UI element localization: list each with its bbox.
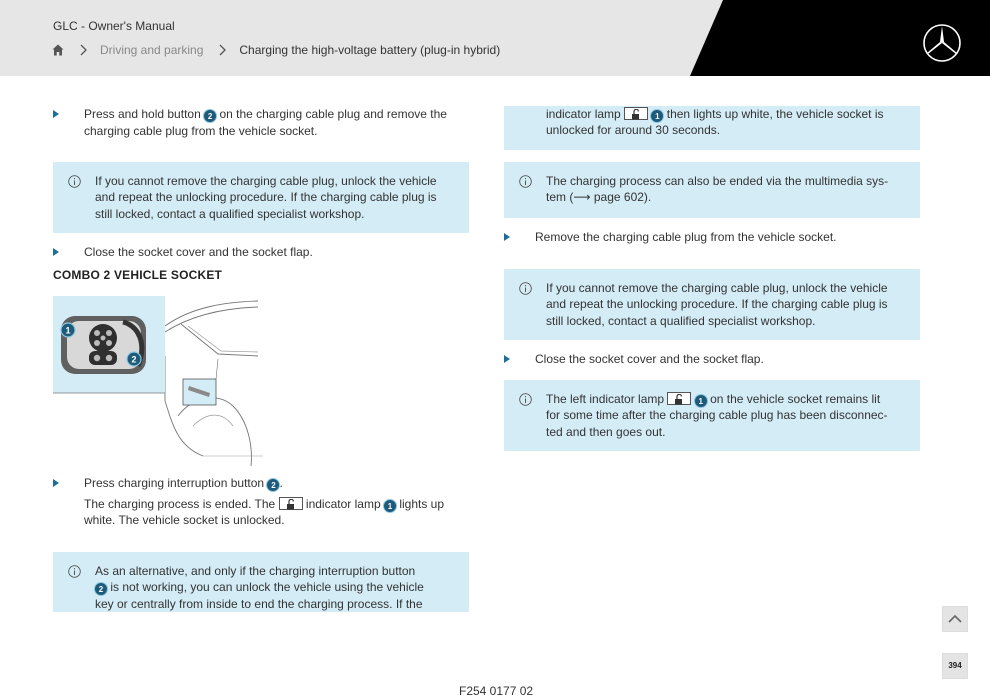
figure-callout-2: 2	[131, 354, 137, 365]
step-press-hold-button: Press and hold button 2 on the charging cable plug and remove the charging cable plug from the vehicle socket.	[53, 106, 473, 139]
info-note-alternative: As an alternative, and only if the charging interruption button 2 is not working, you can unlock the vehicle using the vehicle key or centrally from inside to end the charging process. If the	[53, 552, 469, 612]
step-close-socket-cover: Close the socket cover and the socket flap.	[53, 244, 473, 261]
info-note-indicator-lamp: The left indicator lamp 1 on the vehicle socket remains lit for some time after the charging cable plug has been disconnec- ted and then goes out.	[504, 380, 920, 451]
bullet-arrow-icon	[53, 479, 59, 487]
step-close-socket-cover-right: Close the socket cover and the socket flap.	[504, 351, 924, 368]
header-bar	[0, 0, 990, 76]
callout-2-icon: 2	[95, 583, 107, 595]
bullet-arrow-icon	[504, 355, 510, 363]
unlock-symbol-icon	[667, 392, 691, 405]
info-icon	[519, 175, 532, 188]
chevron-right-icon	[78, 44, 88, 56]
callout-1-icon: 1	[384, 500, 396, 512]
chevron-up-icon	[943, 607, 967, 631]
unlock-symbol-icon	[624, 107, 648, 120]
step-remove-plug: Remove the charging cable plug from the vehicle socket.	[504, 229, 924, 246]
callout-1-icon: 1	[651, 110, 663, 122]
section-title-combo2: COMBO 2 VEHICLE SOCKET	[53, 268, 223, 282]
manual-title: GLC - Owner's Manual	[53, 19, 175, 33]
info-icon	[68, 175, 81, 188]
info-note-multimedia: The charging process can also be ended via the multimedia sys- tem (⟶ page 602).	[504, 162, 920, 218]
info-icon	[519, 282, 532, 295]
page-602-link[interactable]: tem (⟶ page 602).	[546, 190, 652, 205]
scroll-to-top-button[interactable]	[942, 606, 968, 632]
info-note-unlock-right: If you cannot remove the charging cable plug, unlock the vehicle and repeat the unlocking procedure. If the charging cable plug is still locked, contact a qualified specialist workshop.	[504, 269, 920, 340]
unlock-symbol-icon	[279, 497, 303, 510]
bullet-arrow-icon	[53, 248, 59, 256]
chevron-right-icon	[217, 44, 227, 56]
info-icon	[68, 565, 81, 578]
callout-1-icon: 1	[695, 395, 707, 407]
callout-2-icon: 2	[204, 110, 216, 122]
mercedes-star-logo	[922, 23, 962, 63]
info-icon	[519, 393, 532, 406]
step-press-interruption-button: Press charging interruption button 2 . The charging process is ended. The indicator lamp 1 lights up white. The vehicle socket is unlocked.	[53, 475, 473, 529]
figure-callout-1: 1	[65, 325, 71, 336]
bullet-arrow-icon	[53, 110, 59, 118]
breadcrumb	[52, 42, 500, 58]
breadcrumb-current-page: Charging the high-voltage battery (plug-in hybrid)	[239, 43, 501, 57]
callout-2-icon: 2	[267, 479, 279, 491]
bullet-arrow-icon	[504, 233, 510, 241]
combo2-socket-illustration	[53, 296, 263, 466]
info-note-indicator-lamp-cont: indicator lamp 1 then lights up white, the vehicle socket is unlocked for around 30 seconds.	[504, 106, 920, 150]
breadcrumb-driving-parking[interactable]: Driving and parking	[100, 43, 204, 57]
image-reference-code: F254 0177 02	[459, 684, 534, 698]
info-note-unlock: If you cannot remove the charging cable plug, unlock the vehicle and repeat the unlocking procedure. If the charging cable plug is still locked, contact a qualified specialist workshop.	[53, 162, 469, 233]
home-icon[interactable]	[52, 44, 64, 56]
page-number-button[interactable]: 394	[942, 653, 968, 679]
